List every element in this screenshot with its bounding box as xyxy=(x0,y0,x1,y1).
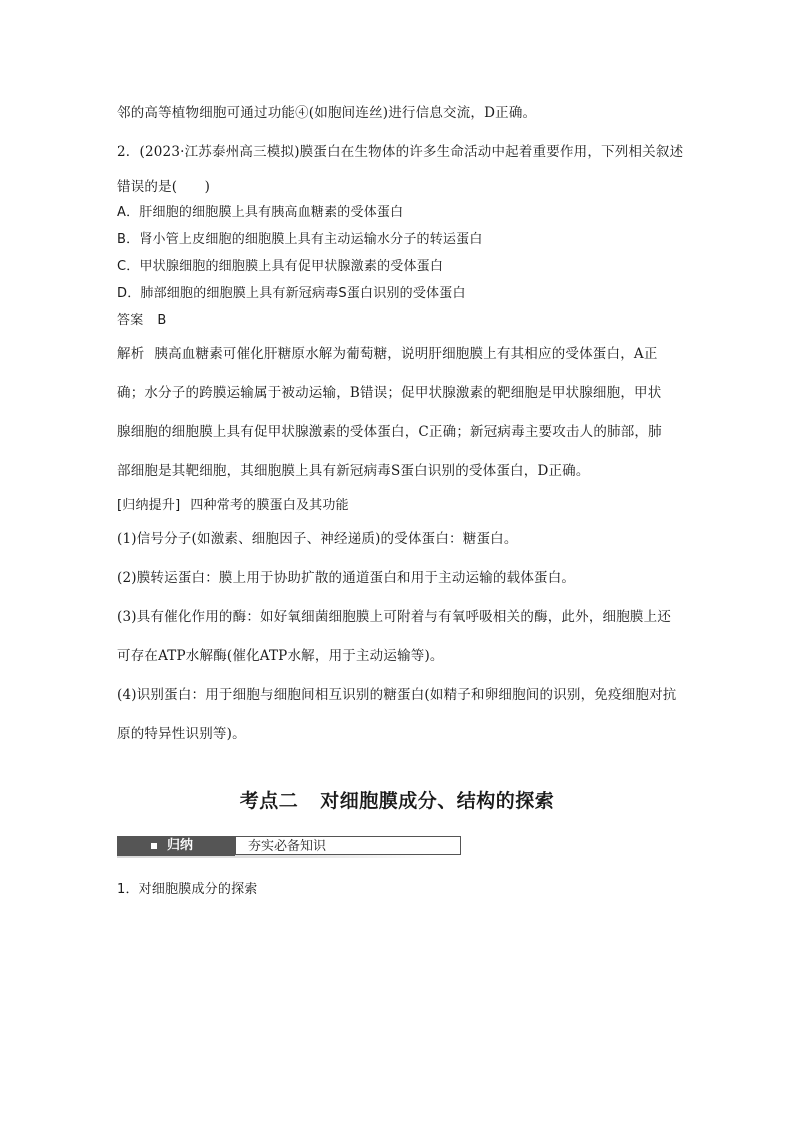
analysis-line-3: 腺细胞的细胞膜上具有促甲状腺激素的受体蛋白，C正确；新冠病毒主要攻击人的肺部，肺 xyxy=(117,424,662,440)
section-name: 对细胞膜成分、结构的探索 xyxy=(320,790,555,812)
summary-line-3: (3)具有催化作用的酶：如好氧细菌细胞膜上可附着与有氧呼吸相关的酶，此外，细胞膜上还 xyxy=(117,609,672,625)
option-d: D．肺部细胞的细胞膜上具有新冠病毒S蛋白识别的受体蛋白 xyxy=(117,286,466,301)
answer-value: B xyxy=(157,313,167,328)
question-stem-line-2: 错误的是( ) xyxy=(117,179,211,195)
subsection-heading: 1．对细胞膜成分的探索 xyxy=(117,882,258,897)
summary-line-4: 可存在ATP水解酶(催化ATP水解，用于主动运输等)。 xyxy=(117,648,444,664)
analysis-line-1 xyxy=(117,345,658,363)
banner-label: 归纳 xyxy=(167,838,194,853)
option-b: B．肾小管上皮细胞的细胞膜上具有主动运输水分子的转运蛋白 xyxy=(117,232,483,247)
section-title xyxy=(0,786,794,813)
analysis-line-2: 确；水分子的跨膜运输属于被动运输，B错误；促甲状腺激素的靶细胞是甲状腺细胞，甲状 xyxy=(117,385,662,401)
square-bullet-icon xyxy=(151,843,157,849)
answer-row xyxy=(117,312,167,330)
summary-heading xyxy=(117,497,349,515)
summary-label: [归纳提升] xyxy=(117,498,181,513)
section-number: 考点二 xyxy=(239,790,299,812)
banner-subtitle: 夯实必备知识 xyxy=(235,836,461,855)
analysis-text-1: 胰高血糖素可催化肝糖原水解为葡萄糖，说明肝细胞膜上有其相应的受体蛋白，A正 xyxy=(154,346,658,362)
analysis-line-4: 部细胞是其靶细胞，其细胞膜上具有新冠病毒S蛋白识别的受体蛋白，D正确。 xyxy=(117,463,590,479)
analysis-label: 解析 xyxy=(117,346,145,362)
summary-line-2: (2)膜转运蛋白：膜上用于协助扩散的通道蛋白和用于主动运输的载体蛋白。 xyxy=(117,570,576,586)
intro-line: 邻的高等植物细胞可通过功能④(如胞间连丝)进行信息交流，D正确。 xyxy=(117,105,537,121)
summary-line-1: (1)信号分子(如激素、细胞因子、神经递质)的受体蛋白：糖蛋白。 xyxy=(117,531,518,547)
summary-line-5: (4)识别蛋白：用于细胞与细胞间相互识别的糖蛋白(如精子和卵细胞间的识别，免疫细胞对抗 xyxy=(117,687,677,703)
option-c: C．甲状腺细胞的细胞膜上具有促甲状腺激素的受体蛋白 xyxy=(117,259,444,274)
option-a: A．肝细胞的细胞膜上具有胰高血糖素的受体蛋白 xyxy=(117,205,404,220)
answer-label: 答案 xyxy=(117,313,144,328)
banner-label-box xyxy=(117,836,235,856)
question-stem-line-1: 2．(2023·江苏泰州高三模拟)膜蛋白在生物体的许多生命活动中起着重要作用，下列相关叙述 xyxy=(117,144,684,160)
knowledge-banner xyxy=(117,836,431,860)
summary-line-6: 原的特异性识别等)。 xyxy=(117,726,246,742)
summary-title: 四种常考的膜蛋白及其功能 xyxy=(190,498,349,513)
